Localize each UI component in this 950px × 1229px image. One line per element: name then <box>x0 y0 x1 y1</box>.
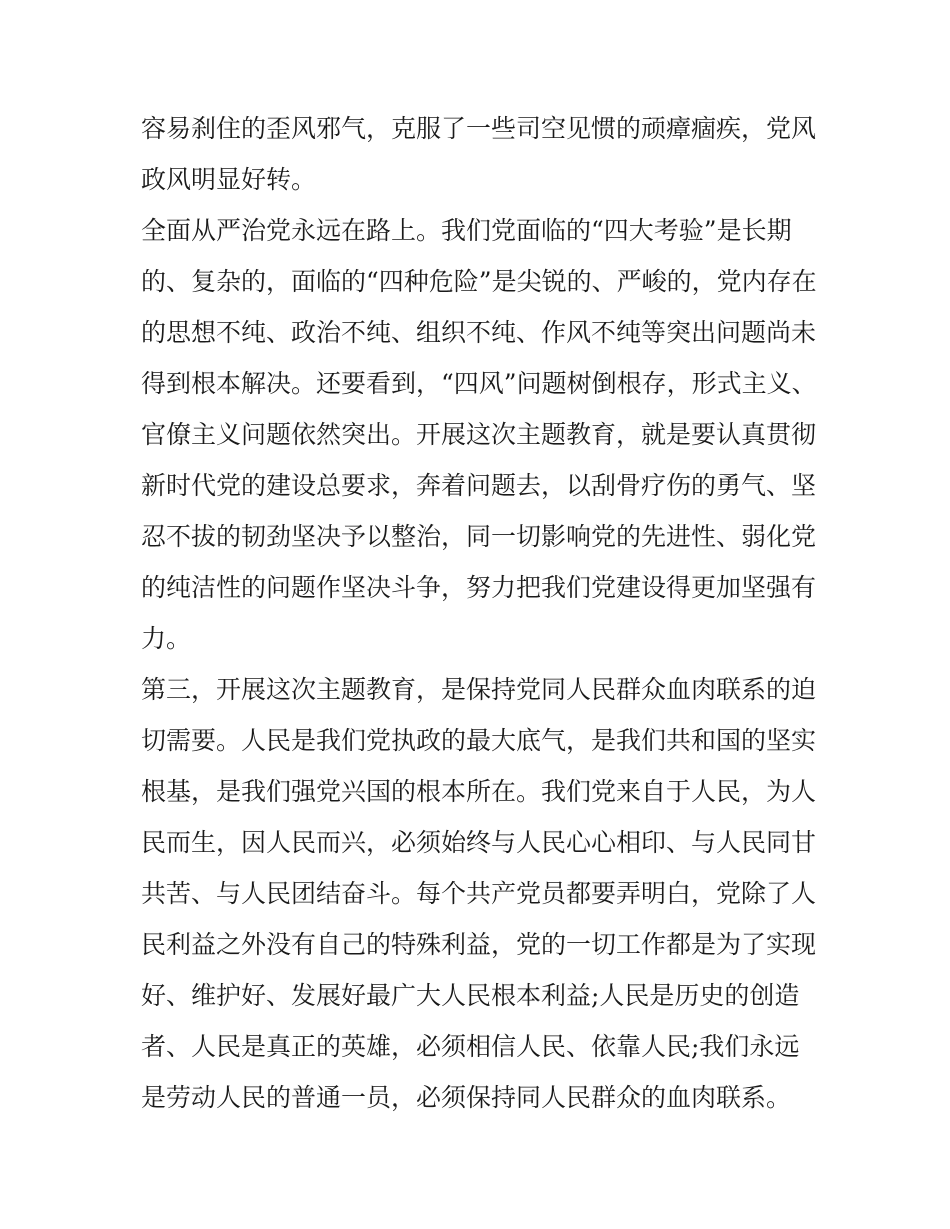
text-line: 的纯洁性的问题作坚决斗争，努力把我们党建设得更加坚强有 <box>141 573 817 602</box>
text-line: 切需要。人民是我们党执政的最大底气，是我们共和国的坚实 <box>141 726 817 755</box>
text-line: 民利益之外没有自己的特殊利益，党的一切工作都是为了实现 <box>141 930 817 959</box>
text-line: 者、人民是真正的英雄，必须相信人民、依靠人民;我们永远 <box>141 1032 800 1061</box>
text-line: 全面从严治党永远在路上。我们党面临的“四大考验”是长期 <box>141 216 792 245</box>
text-line: 政风明显好转。 <box>141 165 317 194</box>
text-line: 新时代党的建设总要求，奔着问题去，以刮骨疗伤的勇气、坚 <box>141 471 817 500</box>
text-line: 容易刹住的歪风邪气，克服了一些司空见惯的顽瘴痼疾，党风 <box>141 114 817 143</box>
text-line: 民而生，因人民而兴，必须始终与人民心心相印、与人民同甘 <box>141 828 817 857</box>
text-line: 是劳动人民的普通一员，必须保持同人民群众的血肉联系。 <box>141 1083 792 1112</box>
text-line: 第三，开展这次主题教育，是保持党同人民群众血肉联系的迫 <box>141 675 817 704</box>
text-line: 得到根本解决。还要看到，“四风”问题树倒根存，形式主义、 <box>141 369 817 398</box>
text-line: 力。 <box>141 624 192 653</box>
text-line: 的、复杂的，面临的“四种危险”是尖锐的、严峻的，党内存在 <box>141 267 817 296</box>
text-line: 的思想不纯、政治不纯、组织不纯、作风不纯等突出问题尚未 <box>141 318 817 347</box>
text-line: 好、维护好、发展好最广大人民根本利益;人民是历史的创造 <box>141 981 800 1010</box>
text-line: 官僚主义问题依然突出。开展这次主题教育，就是要认真贯彻 <box>141 420 817 449</box>
text-line: 根基，是我们强党兴国的根本所在。我们党来自于人民，为人 <box>141 777 817 806</box>
text-line: 忍不拔的韧劲坚决予以整治，同一切影响党的先进性、弱化党 <box>141 522 817 551</box>
body-text <box>141 103 821 1123</box>
text-line: 共苦、与人民团结奋斗。每个共产党员都要弄明白，党除了人 <box>141 879 817 908</box>
